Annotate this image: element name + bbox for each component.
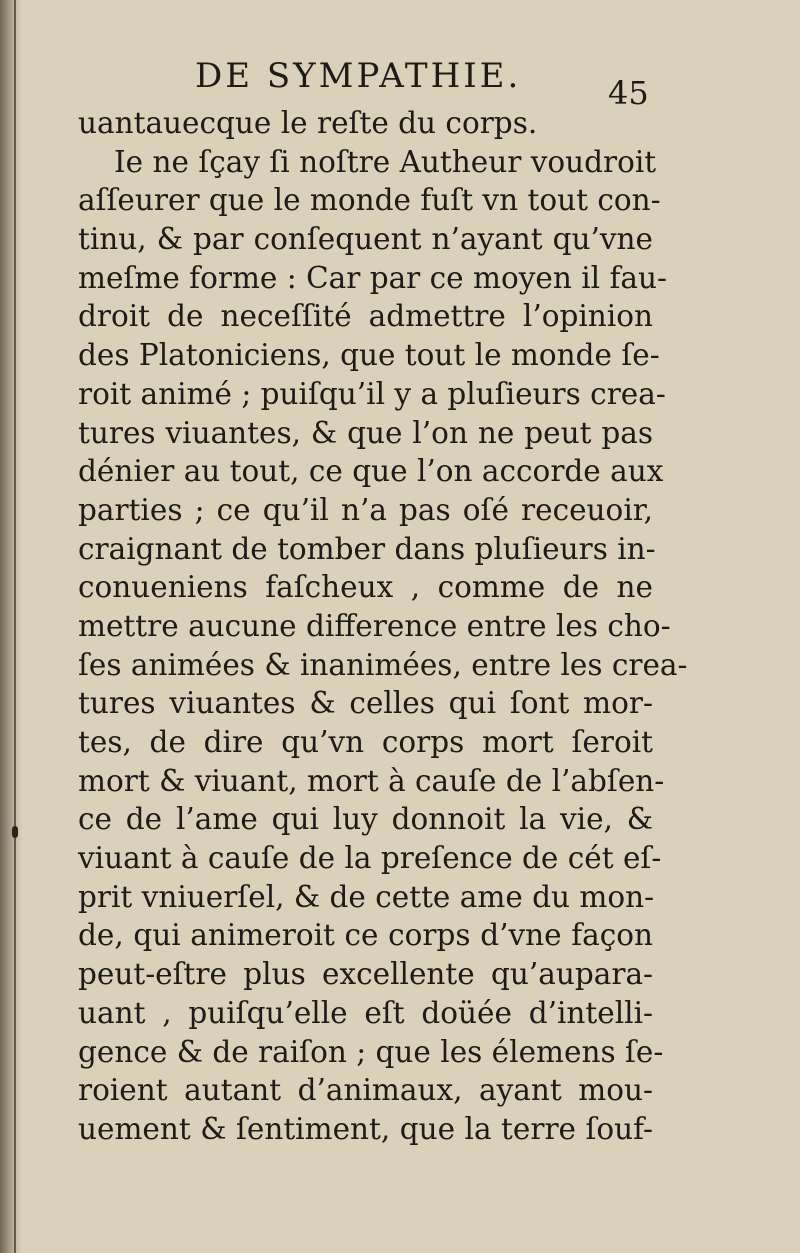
page-number: 45: [608, 74, 649, 112]
text-line: Ie ne ſçay ſi noſtre Autheur voudroit: [114, 144, 657, 179]
text-line: uement & ſentiment, que la terre ſouf-: [78, 1111, 653, 1146]
text-line: tinu, & par conſequent n’ayant qu’vne: [78, 222, 653, 257]
text-line: prit vniuerſel, & de cette ame du mon-: [78, 879, 655, 914]
text-line: peut-eſtre plus excellente qu’aupara-: [78, 957, 653, 992]
text-line: mettre aucune difference entre les cho-: [78, 608, 671, 643]
text-line: uantauecque le reſte du corps.: [78, 106, 538, 140]
margin-ink-mark: [12, 826, 18, 838]
text-line: des Platoniciens, que tout le monde ſe-: [78, 338, 660, 373]
text-line: dénier au tout, ce que l’on accorde aux: [78, 454, 664, 489]
text-line: tes, de dire qu’vn corps mort ſeroit: [78, 725, 653, 759]
text-line: craignant de tomber dans pluſieurs in-: [78, 531, 656, 566]
binding-edge: [14, 0, 16, 1253]
text-line: ſes animées & inanimées, entre les crea-: [78, 647, 688, 682]
text-line: meſme forme : Car par ce moyen il fau-: [78, 260, 667, 295]
text-line: ce de l’ame qui luy donnoit la vie, &: [78, 802, 653, 837]
text-line: droit de neceſſité admettre l’opinion: [78, 299, 653, 334]
text-line: mort & viuant, mort à cauſe de l’abſen-: [78, 763, 665, 798]
running-title: DE SYMPATHIE.: [195, 56, 522, 96]
page-gutter-shadow: [0, 0, 22, 1253]
text-line: tures viuantes & celles qui ſont mor-: [78, 686, 653, 721]
text-line: aſſeurer que le monde fuſt vn tout con-: [78, 183, 661, 218]
text-line: tures viuantes, & que l’on ne peut pas: [78, 415, 653, 450]
text-line: de, qui animeroit ce corps d’vne façon: [78, 918, 653, 953]
body-text: [78, 104, 688, 1149]
text-line: uant , puiſqu’elle eſt doüée d’intelli-: [78, 995, 653, 1030]
text-line: viuant à cauſe de la preſence de cét eſ-: [78, 841, 662, 876]
text-line: gence & de raiſon ; que les élemens ſe-: [78, 1034, 664, 1069]
text-line: conueniens faſcheux , comme de ne: [78, 570, 653, 605]
text-line: roit animé ; puiſqu’il y a pluſieurs crea-: [78, 376, 666, 411]
text-line: roient autant d’animaux, ayant mou-: [78, 1073, 653, 1108]
text-line: parties ; ce qu’il n’a pas oſé receuoir,: [78, 492, 653, 527]
